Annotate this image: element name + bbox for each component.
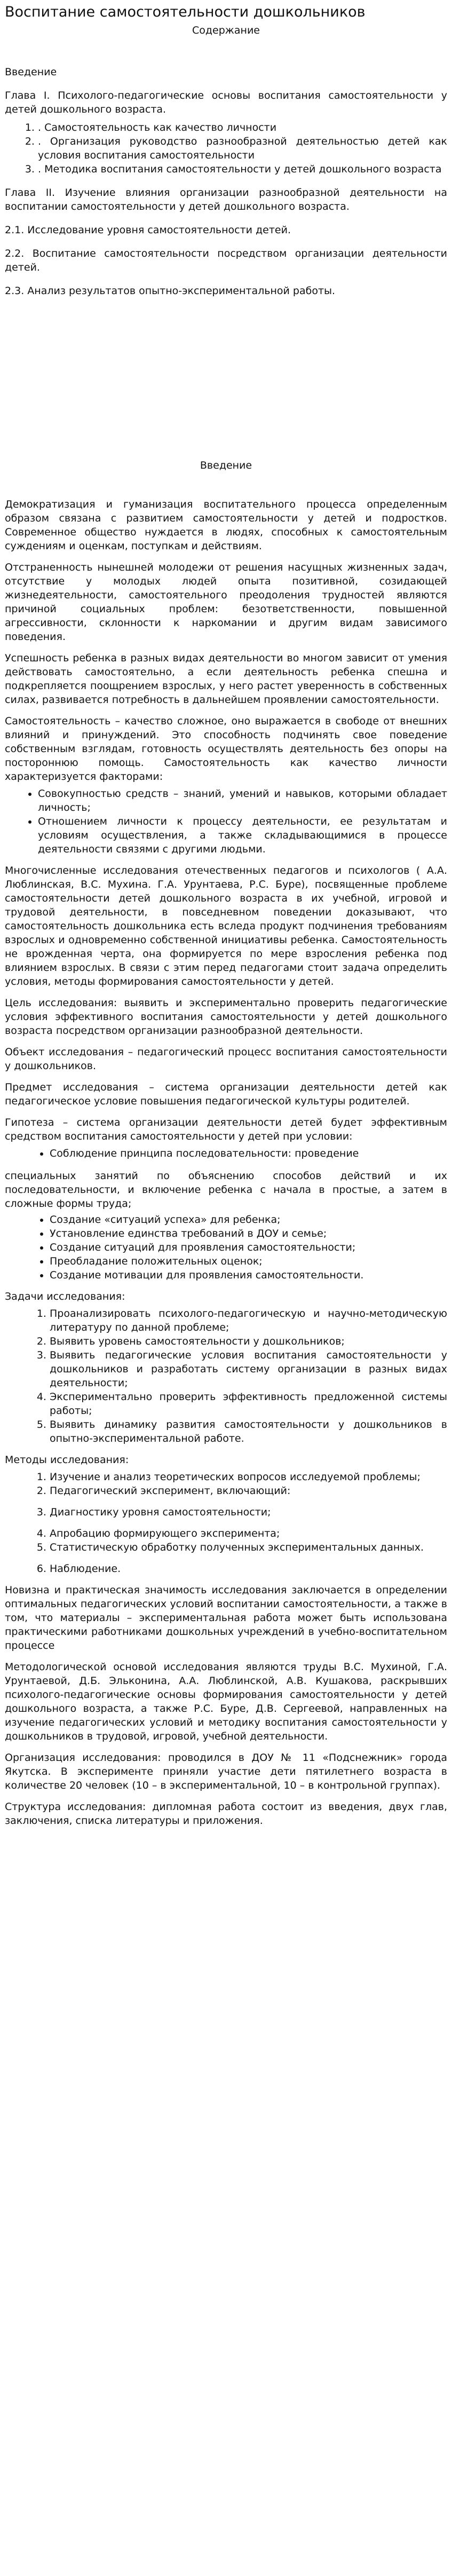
list-item: 2. Педагогический эксперимент, включающий: (50, 1484, 447, 1498)
list-item: • Создание ситуаций для проявления самостоятельности; (50, 1240, 447, 1254)
paragraph: Структура исследования: дипломная работа состоит из введения, двух глав, заключения, списка литературы и приложения. (5, 1801, 447, 1827)
toc-introduction: Введение (5, 66, 57, 78)
paragraph: Организация исследования: проводился в ДОУ № 11 «Подснежник» города Якутска. В эксперименте приняли участие дети пятилетнего возраста в количестве 20 человек (10 – в экспериментальной, 10 – в контрольной группах). (5, 1752, 447, 1791)
conditions-list (5, 1213, 447, 1282)
introduction-body (5, 497, 447, 1835)
hypothesis-list (5, 1147, 447, 1160)
paragraph: Методологической основой исследования являются труды В.С. Мухиной, Г.А. Урунтаевой, Д.Б. Эльконина, А.А. Люблинской, А.В. Кушакова, раскрывших психолого-педагогические основы формирования самостоятельности у детей дошкольного возраста, а также Р.С. Буре, Д.В. Сергеевой, направленных на изучение педагогических условий и методику воспитания самостоятельности у дошкольников в трудовой, игровой, учебной деятельности. (5, 1661, 447, 1742)
paragraph: Самостоятельность – качество сложное, оно выражается в свободе от внешних влияний и принуждений. Это способность подчинять свое поведение собственным взглядам, готовность осуществлять деятельность без опоры на постороннюю помощь. Самостоятельность как качество личности характеризуется факторами: (5, 715, 447, 783)
toc-section-2-3: 2.3. Анализ результатов опытно-экспериментальной работы. (5, 285, 336, 297)
toc-chapter-1: Глава I. Психолого-педагогические основы воспитания самостоятельности у детей дошкольного возраста. (5, 90, 447, 115)
toc-section-item: 1. . Самостоятельность как качество личности (38, 121, 447, 135)
toc-section-2-1: 2.1. Исследование уровня самостоятельности детей. (5, 224, 291, 236)
paragraph: Новизна и практическая значимость исследования заключается в определении оптимальных педагогических условий воспитании самостоятельности, а также в том, что материалы – экспериментальная работа может быть использована практическими работниками дошкольных учреждений в учебно-воспитательном процессе (5, 1584, 447, 1652)
list-item: • Установление единства требований в ДОУ и семье; (50, 1227, 447, 1240)
chapter-1-sections (5, 121, 447, 176)
list-item: 6. Наблюдение. (50, 1562, 447, 1576)
paragraph: специальных занятий по объяснению способов действий и их последовательности, и включение ребенка с начала в простые, а затем в сложные формы труда; (5, 1170, 447, 1210)
list-item: • Отношением личности к процессу деятельности, ее результатам и условиям осуществления, а также складывающимися в процессе деятельности связями с другими людьми. (38, 815, 447, 856)
methods-list (5, 1470, 447, 1576)
paragraph: Цель исследования: выявить и экспериментально проверить педагогические условия эффективного воспитания самостоятельности у детей дошкольного возраста посредством организации разнообразной деятельности. (5, 997, 447, 1037)
list-item: 5. Выявить динамику развития самостоятельности у дошкольников в опытно-экспериментальной работе. (50, 1418, 447, 1445)
list-item: 1. Проанализировать психолого-педагогическую и научно-методическую литературу по данной проблеме; (50, 1307, 447, 1334)
paragraph: Отстраненность нынешней молодежи от решения насущных жизненных задач, отсутствие у молодых людей опыта позитивной, созидающей жизнедеятельности, самостоятельного преодоления трудностей являются причиной социальных проблем: безответственности, повышенной агрессивности, склонности к наркомании и другим видам зависимого поведения. (5, 562, 447, 643)
document-title: Воспитание самостоятельности дошкольников (5, 4, 366, 20)
paragraph: Гипотеза – система организации деятельности детей будет эффективным средством воспитания самостоятельности у детей при условии: (5, 1117, 447, 1142)
tasks-list (5, 1307, 447, 1445)
list-item: • Создание «ситуаций успеха» для ребенка; (50, 1213, 447, 1227)
list-item: 4. Экспериментально проверить эффективность предложенной системы работы; (50, 1390, 447, 1418)
toc-heading: Содержание (192, 25, 260, 36)
paragraph: Предмет исследования – система организации деятельности детей как педагогическое условие повышения педагогической культуры родителей. (5, 1081, 447, 1107)
table-of-contents (5, 65, 447, 307)
list-item: • Совокупностью средств – знаний, умений и навыков, которыми обладает личность; (38, 787, 447, 815)
list-item: 2. Выявить уровень самостоятельности у дошкольников; (50, 1334, 447, 1348)
factors-list (5, 787, 447, 856)
list-item: 3. Диагностику уровня самостоятельности; (50, 1505, 447, 1519)
paragraph: Многочисленные исследования отечественных педагогов и психологов ( А.А. Люблинская, В.С. Мухина. Г.А. Урунтаева, Р.С. Буре), посвященные проблеме самостоятельности детей дошкольного возраста в их учебной, игровой и трудовой деятельности, в повседневном поведении доказывают, что самостоятельность дошкольника есть вследа продукт подчинения требованиям взрослых и одновременно собственной инициативы ребенка. Самостоятельность не врожденная черта, она формируется по мере взросления ребенка под влиянием взрослых. В связи с этим перед педагогами стоит задача определить условия, методы формирования самостоятельности у детей. (5, 865, 447, 987)
introduction-heading: Введение (200, 460, 252, 471)
list-item: • Соблюдение принципа последовательности: проведение (50, 1147, 447, 1160)
list-item: 1. Изучение и анализ теоретических вопросов исследуемой проблемы; (50, 1470, 447, 1484)
paragraph: Успешность ребенка в разных видах деятельности во многом зависит от умения действовать самостоятельно, а если деятельность ребенка спешна и подкрепляется поощрением взрослых, у него растет уверенность в собственных силах, развивается потребность в дальнейшем проявлении самостоятельности. (5, 652, 447, 706)
paragraph: Демократизация и гуманизация воспитательного процесса определенным образом связана с развитием самостоятельности у детей и подростков. Современное общество нуждается в людях, способных к самостоятельным суждениям и оценкам, поступкам и действиям. (5, 499, 447, 552)
list-item: • Создание мотивации для проявления самостоятельности. (50, 1268, 447, 1282)
toc-section-item: 2. . Организация руководство разнообразной деятельностью детей как условия воспитания самостоятельности (38, 135, 447, 162)
tasks-heading: Задачи исследования: (5, 1291, 125, 1302)
methods-heading: Методы исследования: (5, 1454, 129, 1466)
paragraph: Объект исследования – педагогический процесс воспитания самостоятельности у дошкольников. (5, 1046, 447, 1072)
toc-chapter-2: Глава II. Изучение влияния организации разнообразной деятельности на воспитании самостоятельности у детей дошкольного возраста. (5, 187, 447, 212)
list-item: • Преобладание положительных оценок; (50, 1254, 447, 1268)
list-item: 5. Статистическую обработку полученных экспериментальных данных. (50, 1540, 447, 1554)
toc-section-2-2: 2.2. Воспитание самостоятельности посредством организации деятельности детей. (5, 248, 447, 273)
list-item: 4. Апробацию формирующего эксперимента; (50, 1527, 447, 1540)
toc-section-item: 3. . Методика воспитания самостоятельности у детей дошкольного возраста (38, 162, 447, 176)
list-item: 3. Выявить педагогические условия воспитания самостоятельности у дошкольников и разработать систему организации в разных видах деятельности; (50, 1348, 447, 1390)
